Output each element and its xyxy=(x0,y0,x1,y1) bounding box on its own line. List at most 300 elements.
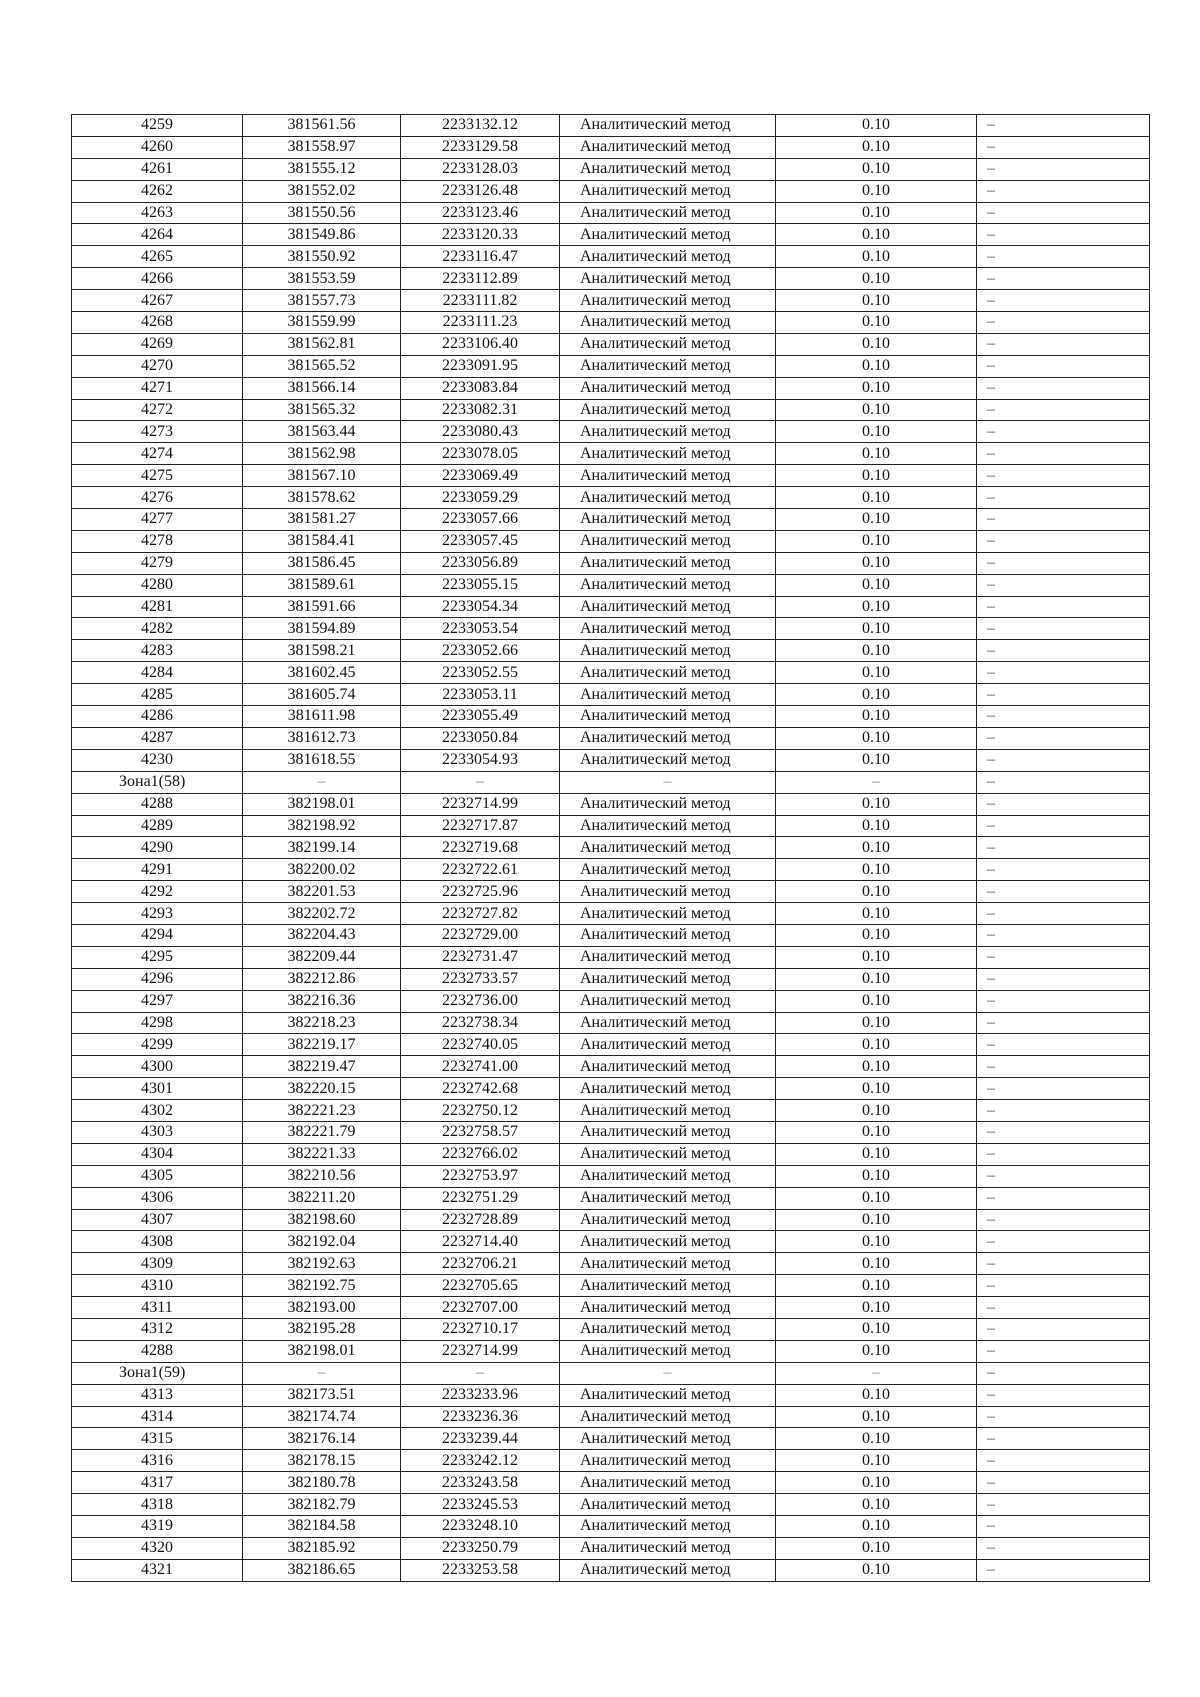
table-row xyxy=(72,1494,1150,1516)
method-cell: Аналитический метод xyxy=(560,727,776,749)
x-coordinate-cell: 382195.28 xyxy=(243,1318,401,1340)
accuracy-cell: 0.10 xyxy=(776,1121,977,1143)
point-number-cell: 4277 xyxy=(72,509,243,531)
table-row xyxy=(72,224,1150,246)
x-coordinate-cell: 382182.79 xyxy=(243,1494,401,1516)
accuracy-cell: 0.10 xyxy=(776,924,977,946)
accuracy-cell: 0.10 xyxy=(776,1428,977,1450)
point-number-cell: 4318 xyxy=(72,1494,243,1516)
accuracy-cell: 0.10 xyxy=(776,487,977,509)
accuracy-cell: 0.10 xyxy=(776,684,977,706)
accuracy-cell: 0.10 xyxy=(776,1472,977,1494)
description-cell: – xyxy=(977,1384,1150,1406)
accuracy-cell: 0.10 xyxy=(776,355,977,377)
y-coordinate-cell: 2233253.58 xyxy=(401,1559,560,1581)
table-row xyxy=(72,202,1150,224)
description-cell: – xyxy=(977,596,1150,618)
table-row xyxy=(72,487,1150,509)
table-row xyxy=(72,1143,1150,1165)
description-cell: – xyxy=(977,1056,1150,1078)
point-number-cell: 4321 xyxy=(72,1559,243,1581)
point-number-cell: 4297 xyxy=(72,990,243,1012)
accuracy-cell: 0.10 xyxy=(776,706,977,728)
description-cell: – xyxy=(977,684,1150,706)
x-coordinate-cell: 381578.62 xyxy=(243,487,401,509)
accuracy-cell: 0.10 xyxy=(776,1187,977,1209)
table-row xyxy=(72,290,1150,312)
method-cell: Аналитический метод xyxy=(560,837,776,859)
method-cell: Аналитический метод xyxy=(560,1494,776,1516)
y-coordinate-cell: 2232733.57 xyxy=(401,968,560,990)
accuracy-cell: 0.10 xyxy=(776,443,977,465)
accuracy-cell: 0.10 xyxy=(776,1318,977,1340)
table-row xyxy=(72,136,1150,158)
y-coordinate-cell: 2233052.66 xyxy=(401,640,560,662)
method-cell: Аналитический метод xyxy=(560,421,776,443)
description-cell: – xyxy=(977,202,1150,224)
x-coordinate-cell: 382178.15 xyxy=(243,1450,401,1472)
x-coordinate-cell: 382176.14 xyxy=(243,1428,401,1450)
y-coordinate-cell: 2233123.46 xyxy=(401,202,560,224)
point-number-cell: 4312 xyxy=(72,1318,243,1340)
description-cell: – xyxy=(977,115,1150,137)
accuracy-cell: 0.10 xyxy=(776,1537,977,1559)
x-coordinate-cell: 382193.00 xyxy=(243,1297,401,1319)
method-cell: Аналитический метод xyxy=(560,618,776,640)
y-coordinate-cell: 2232722.61 xyxy=(401,859,560,881)
x-coordinate-cell: 381550.56 xyxy=(243,202,401,224)
method-cell: Аналитический метод xyxy=(560,487,776,509)
table-row xyxy=(72,1187,1150,1209)
method-cell: Аналитический метод xyxy=(560,968,776,990)
x-coordinate-cell: 381562.81 xyxy=(243,333,401,355)
accuracy-cell: 0.10 xyxy=(776,509,977,531)
method-cell: Аналитический метод xyxy=(560,224,776,246)
method-cell: Аналитический метод xyxy=(560,1428,776,1450)
y-coordinate-cell: 2232740.05 xyxy=(401,1034,560,1056)
accuracy-cell: 0.10 xyxy=(776,1012,977,1034)
table-row xyxy=(72,1034,1150,1056)
point-number-cell: 4261 xyxy=(72,158,243,180)
y-coordinate-cell: 2232736.00 xyxy=(401,990,560,1012)
point-number-cell: 4288 xyxy=(72,793,243,815)
x-coordinate-cell: 381618.55 xyxy=(243,749,401,771)
description-cell: – xyxy=(977,312,1150,334)
accuracy-cell: 0.10 xyxy=(776,1406,977,1428)
method-cell: Аналитический метод xyxy=(560,749,776,771)
point-number-cell: 4300 xyxy=(72,1056,243,1078)
point-number-cell: 4279 xyxy=(72,552,243,574)
table-row xyxy=(72,377,1150,399)
description-cell: – xyxy=(977,618,1150,640)
x-coordinate-cell: 381563.44 xyxy=(243,421,401,443)
method-cell: Аналитический метод xyxy=(560,990,776,1012)
method-cell: Аналитический метод xyxy=(560,946,776,968)
table-row xyxy=(72,1275,1150,1297)
table-row xyxy=(72,1121,1150,1143)
point-number-cell: 4272 xyxy=(72,399,243,421)
point-number-cell: 4270 xyxy=(72,355,243,377)
y-coordinate-cell: 2232725.96 xyxy=(401,881,560,903)
table-row xyxy=(72,421,1150,443)
method-cell: Аналитический метод xyxy=(560,246,776,268)
description-cell: – xyxy=(977,1187,1150,1209)
method-cell: Аналитический метод xyxy=(560,552,776,574)
description-cell: – xyxy=(977,749,1150,771)
point-number-cell: 4274 xyxy=(72,443,243,465)
method-cell: Аналитический метод xyxy=(560,1253,776,1275)
accuracy-cell: 0.10 xyxy=(776,618,977,640)
description-cell: – xyxy=(977,815,1150,837)
description-cell: – xyxy=(977,1559,1150,1581)
description-cell: – xyxy=(977,1209,1150,1231)
table-row xyxy=(72,684,1150,706)
accuracy-cell: 0.10 xyxy=(776,1209,977,1231)
x-coordinate-cell: 381584.41 xyxy=(243,530,401,552)
x-coordinate-cell: 382192.04 xyxy=(243,1231,401,1253)
method-cell: Аналитический метод xyxy=(560,1165,776,1187)
point-number-cell: 4313 xyxy=(72,1384,243,1406)
accuracy-cell: 0.10 xyxy=(776,640,977,662)
point-number-cell: 4287 xyxy=(72,727,243,749)
x-coordinate-cell: 382218.23 xyxy=(243,1012,401,1034)
method-cell: Аналитический метод xyxy=(560,881,776,903)
accuracy-cell: 0.10 xyxy=(776,224,977,246)
y-coordinate-cell: 2233248.10 xyxy=(401,1516,560,1538)
point-number-cell: 4305 xyxy=(72,1165,243,1187)
accuracy-cell: 0.10 xyxy=(776,399,977,421)
table-row xyxy=(72,618,1150,640)
method-cell: Аналитический метод xyxy=(560,136,776,158)
point-number-cell: 4281 xyxy=(72,596,243,618)
accuracy-cell: 0.10 xyxy=(776,1165,977,1187)
point-number-cell: 4306 xyxy=(72,1187,243,1209)
method-cell: Аналитический метод xyxy=(560,1056,776,1078)
accuracy-cell: 0.10 xyxy=(776,115,977,137)
y-coordinate-cell: 2232766.02 xyxy=(401,1143,560,1165)
point-number-cell: 4260 xyxy=(72,136,243,158)
x-coordinate-cell: 382221.79 xyxy=(243,1121,401,1143)
method-cell: Аналитический метод xyxy=(560,377,776,399)
accuracy-cell: 0.10 xyxy=(776,1384,977,1406)
accuracy-cell: 0.10 xyxy=(776,136,977,158)
method-cell: Аналитический метод xyxy=(560,684,776,706)
method-cell: Аналитический метод xyxy=(560,1450,776,1472)
table-row xyxy=(72,706,1150,728)
point-number-cell: 4319 xyxy=(72,1516,243,1538)
description-cell: – xyxy=(977,180,1150,202)
description-cell: – xyxy=(977,1253,1150,1275)
point-number-cell: 4292 xyxy=(72,881,243,903)
accuracy-cell: 0.10 xyxy=(776,749,977,771)
point-number-cell: 4271 xyxy=(72,377,243,399)
description-cell: – xyxy=(977,881,1150,903)
x-coordinate-cell: 381550.92 xyxy=(243,246,401,268)
method-cell: Аналитический метод xyxy=(560,1516,776,1538)
point-number-cell: 4302 xyxy=(72,1100,243,1122)
method-cell: Аналитический метод xyxy=(560,202,776,224)
y-coordinate-cell: 2233126.48 xyxy=(401,180,560,202)
point-number-cell: 4268 xyxy=(72,312,243,334)
description-cell: – xyxy=(977,662,1150,684)
accuracy-cell: 0.10 xyxy=(776,1143,977,1165)
accuracy-cell: 0.10 xyxy=(776,662,977,684)
point-number-cell: 4299 xyxy=(72,1034,243,1056)
description-cell: – xyxy=(977,1428,1150,1450)
description-cell: – xyxy=(977,552,1150,574)
description-cell: – xyxy=(977,377,1150,399)
y-coordinate-cell: 2232706.21 xyxy=(401,1253,560,1275)
method-cell: Аналитический метод xyxy=(560,268,776,290)
table-row xyxy=(72,662,1150,684)
y-coordinate-cell: 2233245.53 xyxy=(401,1494,560,1516)
method-cell: Аналитический метод xyxy=(560,640,776,662)
table-row xyxy=(72,1559,1150,1581)
point-number-cell: 4282 xyxy=(72,618,243,640)
x-coordinate-cell: 382184.58 xyxy=(243,1516,401,1538)
table-row xyxy=(72,1231,1150,1253)
description-cell: – xyxy=(977,1165,1150,1187)
x-coordinate-cell: 382173.51 xyxy=(243,1384,401,1406)
table-row xyxy=(72,903,1150,925)
description-cell: – xyxy=(977,990,1150,1012)
point-number-cell: 4262 xyxy=(72,180,243,202)
y-coordinate-cell: – xyxy=(401,1362,560,1384)
description-cell: – xyxy=(977,1494,1150,1516)
accuracy-cell: 0.10 xyxy=(776,968,977,990)
accuracy-cell: 0.10 xyxy=(776,903,977,925)
x-coordinate-cell: 382216.36 xyxy=(243,990,401,1012)
x-coordinate-cell: 382198.92 xyxy=(243,815,401,837)
description-cell: – xyxy=(977,771,1150,793)
y-coordinate-cell: 2232710.17 xyxy=(401,1318,560,1340)
description-cell: – xyxy=(977,1318,1150,1340)
description-cell: – xyxy=(977,1143,1150,1165)
x-coordinate-cell: 381558.97 xyxy=(243,136,401,158)
table-row xyxy=(72,596,1150,618)
y-coordinate-cell: 2232742.68 xyxy=(401,1078,560,1100)
y-coordinate-cell: 2233243.58 xyxy=(401,1472,560,1494)
point-number-cell: 4280 xyxy=(72,574,243,596)
table-row xyxy=(72,1472,1150,1494)
y-coordinate-cell: 2233129.58 xyxy=(401,136,560,158)
y-coordinate-cell: 2232717.87 xyxy=(401,815,560,837)
accuracy-cell: 0.10 xyxy=(776,333,977,355)
description-cell: – xyxy=(977,1537,1150,1559)
description-cell: – xyxy=(977,1100,1150,1122)
accuracy-cell: 0.10 xyxy=(776,881,977,903)
x-coordinate-cell: 381602.45 xyxy=(243,662,401,684)
zone-header-row xyxy=(72,771,1150,793)
description-cell: – xyxy=(977,224,1150,246)
method-cell: Аналитический метод xyxy=(560,1187,776,1209)
description-cell: – xyxy=(977,1012,1150,1034)
method-cell: Аналитический метод xyxy=(560,793,776,815)
table-row xyxy=(72,465,1150,487)
y-coordinate-cell: 2232727.82 xyxy=(401,903,560,925)
point-number-cell: 4230 xyxy=(72,749,243,771)
y-coordinate-cell: 2233132.12 xyxy=(401,115,560,137)
point-number-cell: 4266 xyxy=(72,268,243,290)
method-cell: Аналитический метод xyxy=(560,1537,776,1559)
x-coordinate-cell: 381561.56 xyxy=(243,115,401,137)
x-coordinate-cell: 381589.61 xyxy=(243,574,401,596)
accuracy-cell: 0.10 xyxy=(776,1253,977,1275)
y-coordinate-cell: 2232729.00 xyxy=(401,924,560,946)
method-cell: Аналитический метод xyxy=(560,333,776,355)
accuracy-cell: 0.10 xyxy=(776,421,977,443)
method-cell: Аналитический метод xyxy=(560,815,776,837)
method-cell: – xyxy=(560,771,776,793)
description-cell: – xyxy=(977,1275,1150,1297)
y-coordinate-cell: 2232741.00 xyxy=(401,1056,560,1078)
method-cell: Аналитический метод xyxy=(560,465,776,487)
point-number-cell: 4301 xyxy=(72,1078,243,1100)
description-cell: – xyxy=(977,924,1150,946)
x-coordinate-cell: 381566.14 xyxy=(243,377,401,399)
method-cell: Аналитический метод xyxy=(560,1100,776,1122)
point-number-cell: 4320 xyxy=(72,1537,243,1559)
accuracy-cell: 0.10 xyxy=(776,1340,977,1362)
y-coordinate-cell: 2233056.89 xyxy=(401,552,560,574)
point-number-cell: 4269 xyxy=(72,333,243,355)
y-coordinate-cell: 2233106.40 xyxy=(401,333,560,355)
y-coordinate-cell: 2233080.43 xyxy=(401,421,560,443)
accuracy-cell: 0.10 xyxy=(776,180,977,202)
y-coordinate-cell: 2233111.23 xyxy=(401,312,560,334)
y-coordinate-cell: 2233057.45 xyxy=(401,530,560,552)
x-coordinate-cell: 381562.98 xyxy=(243,443,401,465)
x-coordinate-cell: 382219.17 xyxy=(243,1034,401,1056)
accuracy-cell: 0.10 xyxy=(776,1516,977,1538)
x-coordinate-cell: 382210.56 xyxy=(243,1165,401,1187)
method-cell: Аналитический метод xyxy=(560,1231,776,1253)
description-cell: – xyxy=(977,509,1150,531)
accuracy-cell: 0.10 xyxy=(776,158,977,180)
accuracy-cell: 0.10 xyxy=(776,1494,977,1516)
method-cell: Аналитический метод xyxy=(560,290,776,312)
accuracy-cell: 0.10 xyxy=(776,946,977,968)
x-coordinate-cell: 381552.02 xyxy=(243,180,401,202)
accuracy-cell: – xyxy=(776,1362,977,1384)
description-cell: – xyxy=(977,290,1150,312)
table-row xyxy=(72,837,1150,859)
table-row xyxy=(72,574,1150,596)
table-row xyxy=(72,1537,1150,1559)
description-cell: – xyxy=(977,1406,1150,1428)
x-coordinate-cell: 382219.47 xyxy=(243,1056,401,1078)
point-number-cell: 4311 xyxy=(72,1297,243,1319)
description-cell: – xyxy=(977,399,1150,421)
accuracy-cell: 0.10 xyxy=(776,815,977,837)
y-coordinate-cell: 2233128.03 xyxy=(401,158,560,180)
y-coordinate-cell: 2232714.40 xyxy=(401,1231,560,1253)
method-cell: Аналитический метод xyxy=(560,115,776,137)
y-coordinate-cell: 2233053.11 xyxy=(401,684,560,706)
description-cell: – xyxy=(977,268,1150,290)
y-coordinate-cell: 2232758.57 xyxy=(401,1121,560,1143)
x-coordinate-cell: 381549.86 xyxy=(243,224,401,246)
description-cell: – xyxy=(977,640,1150,662)
table-row xyxy=(72,1516,1150,1538)
x-coordinate-cell: 381581.27 xyxy=(243,509,401,531)
method-cell: Аналитический метод xyxy=(560,1012,776,1034)
table-row xyxy=(72,333,1150,355)
table-row xyxy=(72,399,1150,421)
description-cell: – xyxy=(977,333,1150,355)
table-row xyxy=(72,881,1150,903)
table-row xyxy=(72,640,1150,662)
table-row xyxy=(72,815,1150,837)
point-number-cell: 4265 xyxy=(72,246,243,268)
zone-label-cell: Зона1(58) xyxy=(72,771,243,793)
description-cell: – xyxy=(977,136,1150,158)
method-cell: Аналитический метод xyxy=(560,1078,776,1100)
accuracy-cell: 0.10 xyxy=(776,1275,977,1297)
x-coordinate-cell: 382186.65 xyxy=(243,1559,401,1581)
description-cell: – xyxy=(977,968,1150,990)
description-cell: – xyxy=(977,487,1150,509)
method-cell: Аналитический метод xyxy=(560,1406,776,1428)
point-number-cell: 4295 xyxy=(72,946,243,968)
method-cell: Аналитический метод xyxy=(560,1209,776,1231)
y-coordinate-cell: 2233069.49 xyxy=(401,465,560,487)
x-coordinate-cell: 382204.43 xyxy=(243,924,401,946)
accuracy-cell: 0.10 xyxy=(776,312,977,334)
method-cell: Аналитический метод xyxy=(560,662,776,684)
table-row xyxy=(72,1100,1150,1122)
x-coordinate-cell: 382192.63 xyxy=(243,1253,401,1275)
y-coordinate-cell: 2233250.79 xyxy=(401,1537,560,1559)
description-cell: – xyxy=(977,443,1150,465)
table-row xyxy=(72,1297,1150,1319)
point-number-cell: 4294 xyxy=(72,924,243,946)
description-cell: – xyxy=(977,837,1150,859)
accuracy-cell: 0.10 xyxy=(776,530,977,552)
y-coordinate-cell: 2233091.95 xyxy=(401,355,560,377)
method-cell: Аналитический метод xyxy=(560,924,776,946)
description-cell: – xyxy=(977,727,1150,749)
table-row xyxy=(72,946,1150,968)
x-coordinate-cell: 382209.44 xyxy=(243,946,401,968)
accuracy-cell: 0.10 xyxy=(776,859,977,881)
method-cell: Аналитический метод xyxy=(560,1559,776,1581)
table-row xyxy=(72,793,1150,815)
accuracy-cell: 0.10 xyxy=(776,268,977,290)
accuracy-cell: 0.10 xyxy=(776,1297,977,1319)
x-coordinate-cell: 381591.66 xyxy=(243,596,401,618)
table-row xyxy=(72,1428,1150,1450)
y-coordinate-cell: 2233083.84 xyxy=(401,377,560,399)
y-coordinate-cell: 2233120.33 xyxy=(401,224,560,246)
point-number-cell: 4285 xyxy=(72,684,243,706)
point-number-cell: 4314 xyxy=(72,1406,243,1428)
x-coordinate-cell: 381553.59 xyxy=(243,268,401,290)
y-coordinate-cell: 2233050.84 xyxy=(401,727,560,749)
accuracy-cell: 0.10 xyxy=(776,574,977,596)
method-cell: Аналитический метод xyxy=(560,530,776,552)
x-coordinate-cell: 381594.89 xyxy=(243,618,401,640)
table-row xyxy=(72,1450,1150,1472)
description-cell: – xyxy=(977,574,1150,596)
table-row xyxy=(72,246,1150,268)
table-body xyxy=(72,115,1150,1582)
y-coordinate-cell: 2232705.65 xyxy=(401,1275,560,1297)
table-row xyxy=(72,924,1150,946)
method-cell: Аналитический метод xyxy=(560,399,776,421)
point-number-cell: 4288 xyxy=(72,1340,243,1362)
accuracy-cell: 0.10 xyxy=(776,202,977,224)
